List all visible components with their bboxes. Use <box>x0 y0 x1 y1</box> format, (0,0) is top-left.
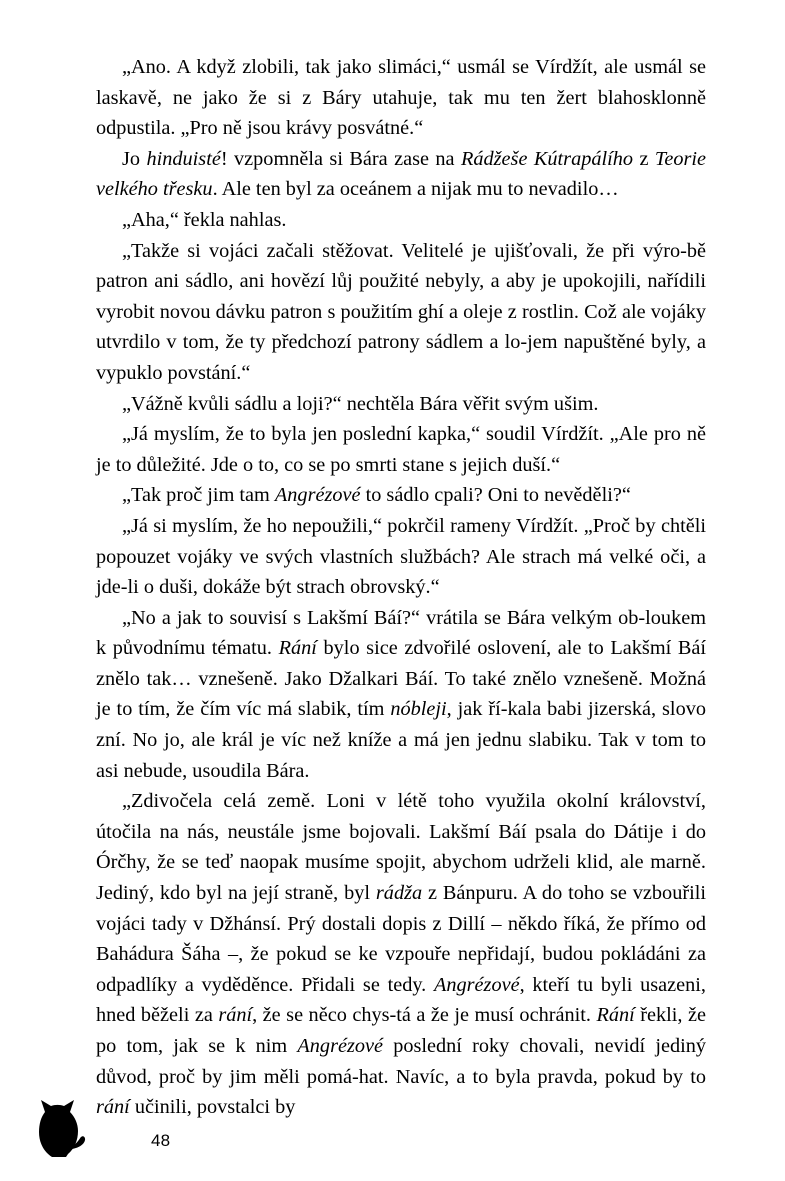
sitting-cat-icon <box>32 1099 86 1159</box>
italic-run: rání <box>218 1004 253 1027</box>
italic-run: hinduisté <box>146 147 221 170</box>
paragraph <box>96 419 706 480</box>
text-run: „Tak proč jim tam <box>122 484 275 507</box>
paragraph <box>96 511 706 603</box>
text-run: bylo sice zdvořilé oslovení, ale to Lakšmí Báí znělo tak… vznešeně. Jako Džalkari Báí. To také znělo vznešeně. Možná je to tím, že čím víc má slabik, tím <box>96 637 706 721</box>
italic-run: nóbleji <box>390 698 447 721</box>
text-run: „Já myslím, že to byla jen poslední kapka,“ soudil Vírdžít. „Ale pro ně je to důležité. Jde o to, co se po smrti stane s jejich duší.“ <box>96 423 706 476</box>
italic-run: rádža <box>375 882 423 905</box>
italic-run: Angrézové <box>274 484 361 507</box>
text-run: z Bánpuru. A do toho se vzbouřili vojáci tady v Džhánsí. Prý dostali dopis z Dillí – někdo říká, že přímo od Bahádura Šáha –, že pokud se ke vzpouře nepřidají, budou pokládáni za odpadlíky a vyděděnce. Přidali se tedy. <box>96 882 706 996</box>
italic-run: Angrézové <box>297 1035 384 1057</box>
page-number: 48 <box>151 1131 171 1150</box>
text-run: . Ale ten byl za oceánem a nijak mu to nevadilo… <box>212 178 619 201</box>
text-run: , jak ří-kala babi jizerská, slovo zní. No jo, ale král je víc než kníže a má jen jednu slabiku. Tak v tom to asi nebude, usoudila Bára. <box>96 698 706 782</box>
text-run: Jo <box>122 147 147 170</box>
italic-run: Teorie velkého třesku <box>96 147 706 201</box>
text-run: učinili, povstalci by <box>129 1096 296 1119</box>
paragraph <box>96 205 706 236</box>
text-run: „Aha,“ řekla nahlas. <box>122 208 287 231</box>
text-run: „Takže si vojáci začali stěžovat. Velitelé je ujišťovali, že při výro-bě patron ani sádlo, ani hovězí lůj použité nebyly, a aby je upokojili, nařídili vyrobit novou dávku patron s použitím ghí a oleje z rostlin. Což ale vojáky utvrdilo v tom, že ty předchozí patrony sádlem a lo-jem napuštěné byly, a vypuklo povstání.“ <box>96 239 706 384</box>
text-run: „Vážně kvůli sádlu a loji?“ nechtěla Bára věřit svým ušim. <box>122 392 599 415</box>
text-run: „Já si myslím, že ho nepoužili,“ pokrčil rameny Vírdžít. „Proč by chtěli popouzet vojáky ve svých vlastních službách? Ale strach má velké oči, a jde-li o duši, dokáže být strach obrovský.“ <box>96 514 706 599</box>
italic-run: Rání <box>596 1004 635 1027</box>
paragraph <box>96 236 706 389</box>
paragraph <box>96 389 706 420</box>
text-run: řekli, že po tom, jak se k nim <box>96 1004 706 1057</box>
paragraph <box>96 480 706 511</box>
paragraph <box>96 786 706 1123</box>
text-run: „Ano. A když zlobili, tak jako slimáci,“ usmál se Vírdžít, ale usmál se laskavě, ne jako že si z Báry utahuje, tak mu ten žert blahosklonně odpustila. „Pro ně jsou krávy posvátné.“ <box>96 56 706 140</box>
text-run: , kteří tu byli usazeni, hned běželi za <box>96 973 706 1027</box>
text-run: to sádlo cpali? Oni to nevěděli?“ <box>360 484 631 507</box>
text-run: ! vzpomněla si Bára zase na <box>220 147 461 170</box>
text-run: z <box>633 147 655 170</box>
text-run: „No a jak to souvisí s Lakšmí Báí?“ vrátila se Bára velkým ob-loukem k původnímu tématu. <box>96 606 706 660</box>
body-text-column <box>96 52 706 1123</box>
paragraph <box>96 603 706 787</box>
paragraph <box>96 144 706 205</box>
paragraph <box>96 52 706 144</box>
italic-run: Rání <box>278 637 317 660</box>
italic-run: Angrézové <box>433 973 520 996</box>
text-run: „Zdivočela celá země. Loni v létě toho využila okolní království, útočila na nás, neustále jsme bojovali. Lakšmí Báí psala do Dátije i do Órčhy, že se teď naopak musíme spojit, abychom udrželi klid, ale marně. Jediný, kdo byl na její straně, byl <box>96 790 706 905</box>
italic-run: Rádžeše Kútrapálího <box>460 147 634 170</box>
page-footer <box>96 1095 706 1155</box>
text-run: poslední roky chovali, nevidí jediný důvod, proč by jim měli pomá-hat. Navíc, a to byla pravda, pokud by to <box>96 1035 707 1088</box>
text-run: , že se něco chys-tá a že je musí ochránit. <box>252 1004 597 1027</box>
italic-run: rání <box>96 1096 130 1119</box>
